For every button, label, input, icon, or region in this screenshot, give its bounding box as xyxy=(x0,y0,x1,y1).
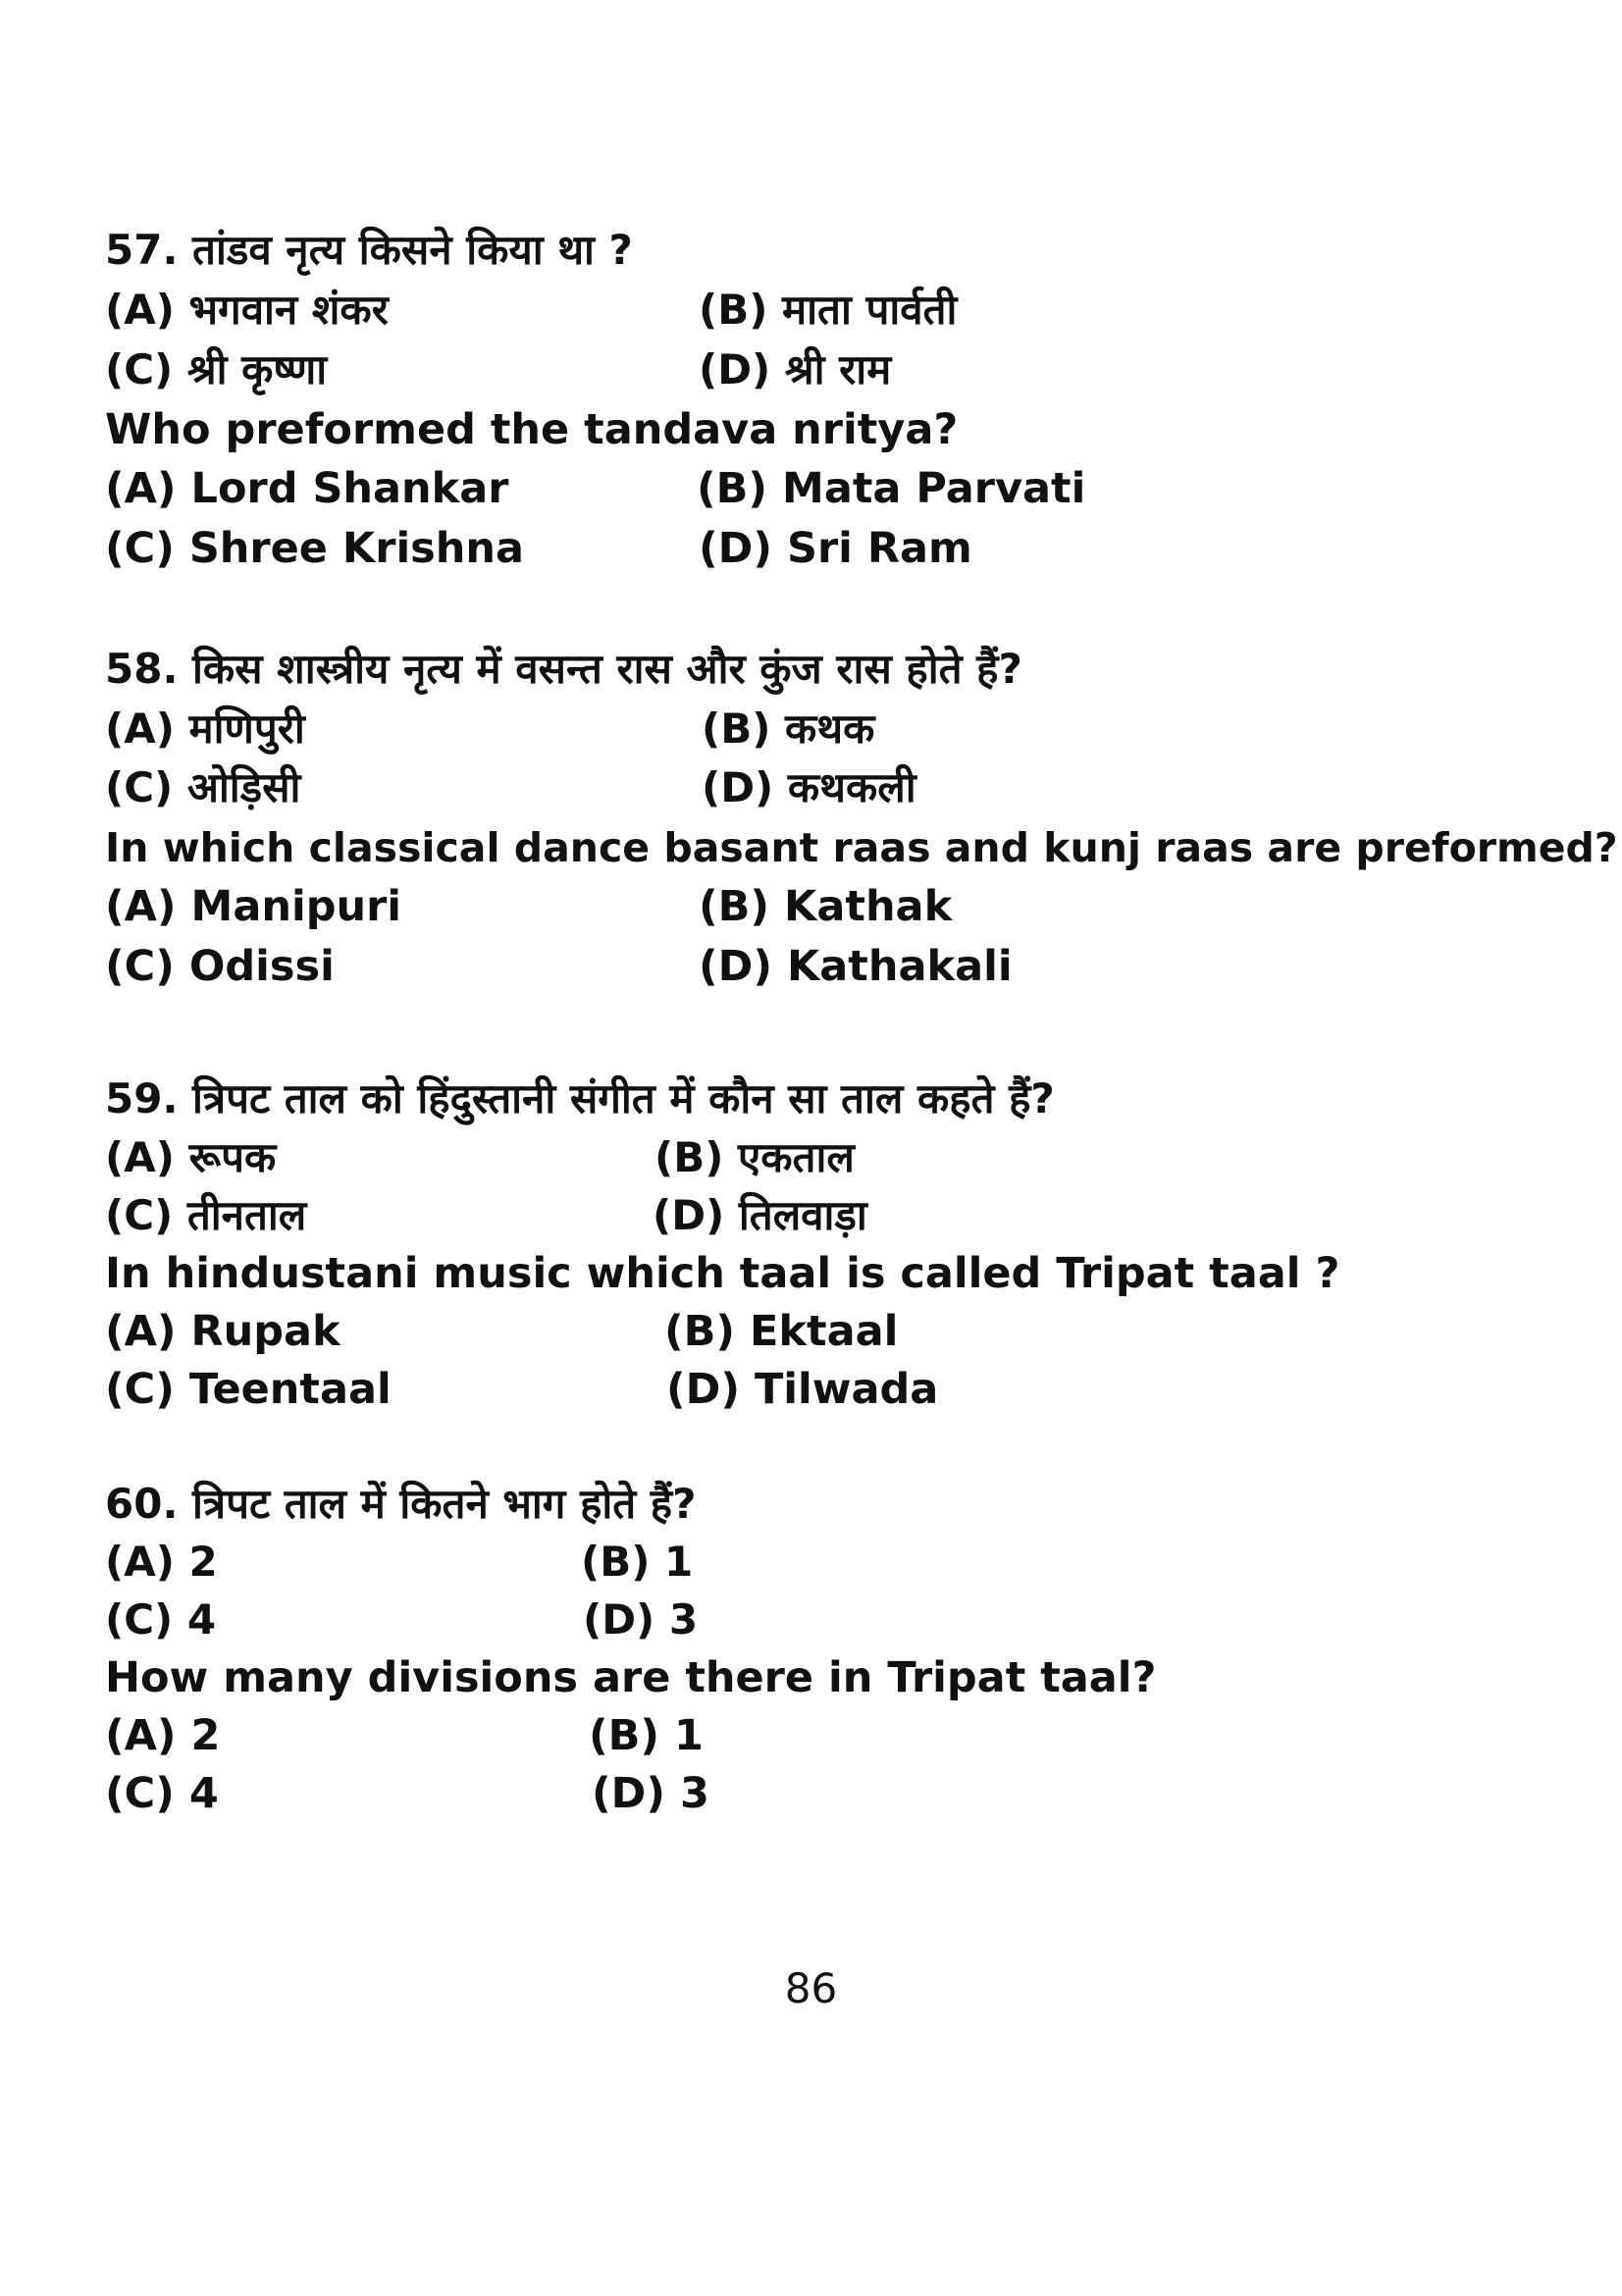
option-c: (C) ओड़िसी xyxy=(105,763,301,811)
question-60-english-options-row-1 xyxy=(105,1710,704,1761)
option-d: (D) 3 xyxy=(583,1595,699,1644)
question-60-english-options-row-2 xyxy=(105,1768,709,1819)
option-d: (D) Kathakali xyxy=(699,942,1013,991)
question-57-english-options-row-2 xyxy=(105,523,972,574)
option-a: (A) Lord Shankar xyxy=(105,464,509,513)
question-58-english-options-row-2 xyxy=(105,941,1013,992)
option-b: (B) 1 xyxy=(589,1711,704,1760)
question-57-english-options-row-1 xyxy=(105,463,1086,514)
option-a: (A) 2 xyxy=(105,1711,221,1760)
question-59-hindi-options-row-1 xyxy=(105,1132,855,1183)
question-60-hindi: 60. त्रिपट ताल में कितने भाग होते हैं? xyxy=(105,1480,697,1528)
page-number: 86 xyxy=(784,1964,838,2012)
option-b: (B) 1 xyxy=(581,1538,694,1586)
question-60-english: How many divisions are there in Tripat taal? xyxy=(105,1653,1157,1702)
question-58-english-options-row-1 xyxy=(105,881,953,932)
option-a: (A) Rupak xyxy=(105,1307,340,1356)
option-c: (C) Teentaal xyxy=(105,1365,392,1414)
question-58-hindi: 58. किस शास्त्रीय नृत्य में वसन्त रास और कुंज रास होते हैं? xyxy=(105,645,1022,693)
option-c: (C) 4 xyxy=(105,1769,219,1818)
option-c: (C) श्री कृष्णा xyxy=(105,345,328,393)
option-a: (A) भगवान शंकर xyxy=(105,286,389,334)
option-b: (B) कथक xyxy=(702,704,875,753)
option-b: (B) Mata Parvati xyxy=(697,464,1086,513)
question-57-english: Who preformed the tandava nritya? xyxy=(105,405,959,454)
option-a: (A) Manipuri xyxy=(105,882,402,931)
option-c: (C) तीनताल xyxy=(105,1191,307,1239)
option-d: (D) श्री राम xyxy=(699,345,892,393)
option-c: (C) Shree Krishna xyxy=(105,524,525,573)
question-60-hindi-options-row-2 xyxy=(105,1594,699,1645)
question-59-hindi: 59. त्रिपट ताल को हिंदुस्तानी संगीत में कौन सा ताल कहते हैं? xyxy=(105,1074,1055,1122)
option-b: (B) Kathak xyxy=(699,882,953,931)
option-a: (A) 2 xyxy=(105,1538,218,1586)
option-c: (C) 4 xyxy=(105,1595,217,1644)
question-57-hindi-options-row-1 xyxy=(105,285,958,336)
option-a: (A) मणिपुरी xyxy=(105,704,305,753)
question-58-english: In which classical dance basant raas and kunj raas are preformed? xyxy=(105,824,1618,871)
question-59-english-options-row-2 xyxy=(105,1364,939,1415)
option-d: (D) कथकली xyxy=(702,763,916,811)
option-d: (D) 3 xyxy=(592,1769,709,1818)
option-b: (B) Ektaal xyxy=(664,1307,899,1356)
question-59-english-options-row-1 xyxy=(105,1306,899,1357)
option-d: (D) Sri Ram xyxy=(699,524,972,573)
option-a: (A) रूपक xyxy=(105,1133,277,1181)
question-59-english: In hindustani music which taal is called Tripat taal ? xyxy=(105,1249,1340,1298)
question-60-hindi-options-row-1 xyxy=(105,1537,694,1588)
option-b: (B) माता पार्वती xyxy=(699,286,958,334)
question-59-hindi-options-row-2 xyxy=(105,1190,867,1241)
option-d: (D) Tilwada xyxy=(666,1365,939,1414)
question-57-hindi: 57. तांडव नृत्य किसने किया था ? xyxy=(105,226,633,274)
option-c: (C) Odissi xyxy=(105,942,335,991)
option-b: (B) एकताल xyxy=(654,1133,855,1181)
question-58-hindi-options-row-1 xyxy=(105,704,875,755)
option-d: (D) तिलवाड़ा xyxy=(653,1191,867,1239)
question-58-hindi-options-row-2 xyxy=(105,762,916,813)
question-57-hindi-options-row-2 xyxy=(105,344,892,395)
